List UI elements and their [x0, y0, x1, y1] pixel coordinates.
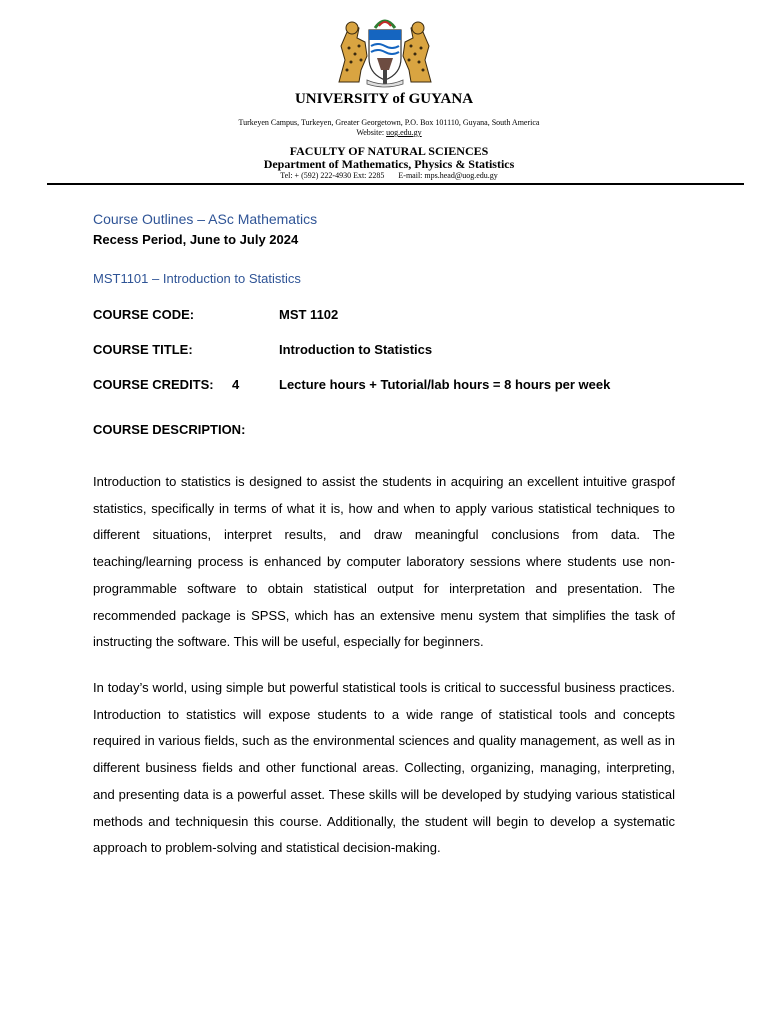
- course-credits-value: Lecture hours + Tutorial/lab hours = 8 hours per week: [279, 377, 611, 392]
- course-credits-label: COURSE CREDITS:: [93, 377, 214, 392]
- course-code-label: COURSE CODE:: [93, 307, 195, 322]
- outline-title: Course Outlines – ASc Mathematics: [93, 211, 318, 227]
- telephone: Tel: + (592) 222-4930 Ext: 2285: [280, 171, 385, 180]
- description-paragraph-2: In today’s world, using simple but powerful statistical tools is critical to successful business practices. Introduction to statistics will expose students to a wide range of statistical tools and concepts required in various fields, such as the environmental sciences and quality management, as well as in different business fields and other functional areas. Collecting, organizing, managing, interpreting, and presenting data is a powerful asset. These skills will be developed by studying various statistical methods and techniquesin this course. Additionally, the student will begin to develop a systematic approach to problem-solving and statistical decision-making.: [93, 680, 675, 856]
- faculty-name: FACULTY OF NATURAL SCIENCES: [289, 144, 489, 158]
- course-heading: MST1101 – Introduction to Statistics: [93, 271, 301, 286]
- website-link[interactable]: uog.edu.gy: [386, 128, 422, 137]
- recess-period: Recess Period, June to July 2024: [93, 232, 299, 247]
- course-code-value: MST 1102: [279, 307, 339, 322]
- course-title-value: Introduction to Statistics: [279, 342, 433, 357]
- website-label: Website:: [356, 128, 385, 137]
- course-code-row: [93, 307, 339, 322]
- course-title-row: [93, 342, 433, 357]
- letterhead-divider: [47, 183, 744, 185]
- course-title-label: COURSE TITLE:: [93, 342, 193, 357]
- course-credits-number: 4: [232, 377, 240, 392]
- description-paragraph-1: Introduction to statistics is designed to assist the students in acquiring an excellent intuitive graspof statistics, specifically in terms of what it is, how and when to apply various statistical techniques to different situations, interpret results, and draw meaningful conclusions from data. The teaching/learning process is enhanced by computer laboratory sessions where students use non-programmable software to obtain statistical output for interpretation and presentation. The recommended package is SPSS, which has an extensive menu system that simplifies the task of instructing the software. This will be useful, especially for beginners.: [93, 474, 675, 650]
- university-name: UNIVERSITY of GUYANA: [294, 91, 474, 107]
- university-address: Turkeyen Campus, Turkeyen, Greater Georgetown, P.O. Box 101110, Guyana, South America: [238, 118, 540, 127]
- contact-line: [0, 171, 768, 180]
- website-line: [0, 128, 768, 137]
- course-credits-row: [93, 377, 611, 392]
- course-description-label: COURSE DESCRIPTION:: [93, 422, 246, 437]
- university-crest-icon: [331, 12, 439, 88]
- department-name: Department of Mathematics, Physics & Statistics: [263, 157, 515, 171]
- email-link[interactable]: E-mail: mps.head@uog.edu.gy: [398, 171, 498, 180]
